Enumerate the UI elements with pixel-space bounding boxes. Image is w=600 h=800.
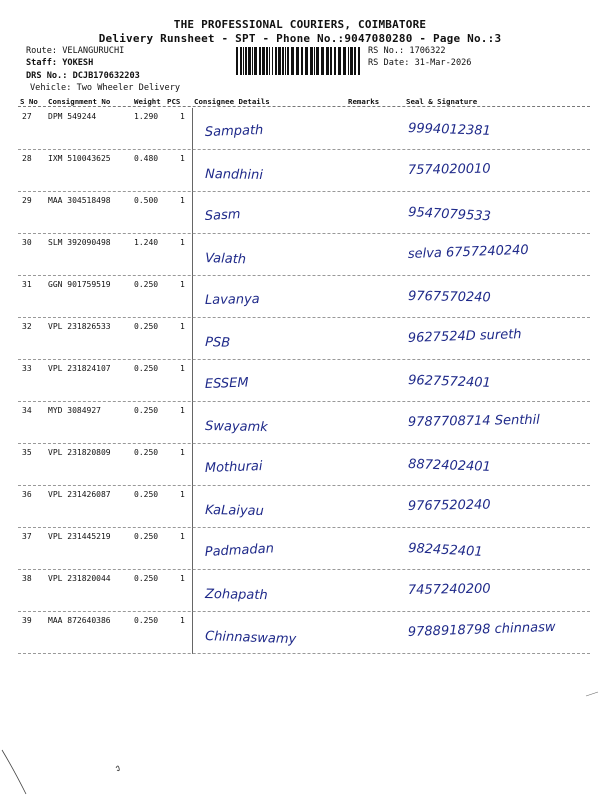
barcode (236, 47, 362, 75)
row-weight: 0.250 (134, 280, 159, 289)
row-sno: 33 (22, 364, 32, 373)
row-sno: 36 (22, 490, 32, 499)
barcode-bar (282, 47, 284, 75)
barcode-bar (269, 47, 270, 75)
row-sno: 38 (22, 574, 32, 583)
receiver-signature: 7574020010 (407, 161, 491, 178)
consignee-signature: Nandhini (204, 167, 264, 184)
consignee-signature: Valath (204, 251, 247, 268)
barcode-bar (245, 47, 247, 75)
barcode-bar (334, 47, 336, 75)
row-sno: 37 (22, 532, 32, 541)
col-consignee: Consignee Details (194, 97, 270, 106)
receiver-signature: selva 6757240240 (407, 242, 529, 262)
consignee-signature: Lavanya (204, 292, 260, 308)
row-consignment-no: VPL 231826533 (48, 322, 111, 331)
table-row (0, 108, 600, 150)
barcode-bar (278, 47, 281, 75)
barcode-bar (326, 47, 329, 75)
table-row (0, 612, 600, 654)
barcode-bar (285, 47, 286, 75)
receiver-signature: 7457240200 (407, 581, 491, 598)
col-remarks: Remarks (348, 97, 380, 106)
scan-marks (0, 690, 600, 800)
barcode-bar (259, 47, 261, 75)
row-sno: 31 (22, 280, 32, 289)
row-weight: 0.250 (134, 490, 159, 499)
row-pcs: 1 (180, 574, 185, 583)
row-weight: 0.480 (134, 154, 159, 163)
barcode-bar (275, 47, 277, 75)
row-consignment-no: MYD 3084927 (48, 406, 101, 415)
col-weight: Weight (134, 97, 161, 106)
table-row (0, 402, 600, 444)
table-row (0, 360, 600, 402)
receiver-signature: 8872402401 (407, 457, 492, 475)
barcode-bar (350, 47, 353, 75)
barcode-bar (321, 47, 324, 75)
barcode-bars (236, 47, 360, 75)
row-consignment-no: VPL 231820809 (48, 448, 111, 457)
receiver-signature: 9627524D sureth (407, 327, 522, 346)
row-pcs: 1 (180, 238, 185, 247)
row-consignment-no: MAA 304518498 (48, 196, 111, 205)
row-pcs: 1 (180, 406, 185, 415)
row-consignment-no: GGN 901759519 (48, 280, 111, 289)
table-row (0, 150, 600, 192)
barcode-bar (248, 47, 251, 75)
receiver-signature: 9547079533 (407, 205, 492, 225)
barcode-bar (338, 47, 341, 75)
barcode-bar (316, 47, 319, 75)
row-weight: 0.250 (134, 322, 159, 331)
row-consignment-no: MAA 872640386 (48, 616, 111, 625)
handwriting (0, 360, 600, 402)
receiver-signature: 9627572401 (407, 373, 492, 391)
barcode-bar (240, 47, 242, 75)
table-row (0, 570, 600, 612)
barcode-bar (296, 47, 299, 75)
consignee-signature: Mothurai (204, 458, 263, 476)
row-consignment-no: SLM 392090498 (48, 238, 111, 247)
handwriting (0, 486, 600, 528)
row-sno: 30 (22, 238, 32, 247)
row-pcs: 1 (180, 448, 185, 457)
handwriting (0, 150, 600, 192)
barcode-bar (236, 47, 238, 75)
row-weight: 0.500 (134, 196, 159, 205)
handwriting (0, 402, 600, 444)
consignee-signature: Swayamk (204, 419, 268, 436)
row-pcs: 1 (180, 364, 185, 373)
header-divider (18, 106, 590, 107)
row-weight: 0.250 (134, 616, 159, 625)
barcode-bar (310, 47, 313, 75)
row-sno: 27 (22, 112, 32, 121)
row-consignment-no: DPM 549244 (48, 112, 97, 121)
col-sno: S No (20, 97, 38, 106)
barcode-bar (272, 47, 273, 75)
row-sno: 34 (22, 406, 32, 415)
col-pcs: PCS (167, 97, 181, 106)
receiver-signature: 9767570240 (407, 289, 491, 306)
row-weight: 0.250 (134, 364, 159, 373)
handwriting (0, 444, 600, 486)
table-row (0, 528, 600, 570)
handwriting (0, 612, 600, 654)
receiver-signature: 9788918798 chinnasw (407, 619, 556, 640)
vehicle-label: Vehicle: Two Wheeler Delivery (30, 83, 181, 93)
consignee-signature: Zohapath (204, 587, 268, 604)
runsheet-subtitle: Delivery Runsheet - SPT - Phone No.:9047080280 - Page No.:3 (98, 32, 502, 45)
row-weight: 0.250 (134, 574, 159, 583)
row-sno: 29 (22, 196, 32, 205)
consignee-signature: ESSEM (204, 375, 249, 392)
receiver-signature: 9767520240 (407, 497, 491, 514)
handwriting (0, 234, 600, 276)
handwriting (0, 108, 600, 150)
row-pcs: 1 (180, 490, 185, 499)
row-pcs: 1 (180, 280, 185, 289)
consignee-signature: PSB (204, 335, 231, 351)
row-consignment-no: VPL 231445219 (48, 532, 111, 541)
handwriting (0, 570, 600, 612)
handwriting (0, 192, 600, 234)
rs-number: RS No.: 1706322 (368, 46, 446, 56)
table-row (0, 276, 600, 318)
barcode-bar (254, 47, 257, 75)
barcode-bar (348, 47, 349, 75)
row-pcs: 1 (180, 322, 185, 331)
barcode-bar (343, 47, 346, 75)
barcode-bar (301, 47, 303, 75)
handwriting (0, 318, 600, 360)
staff-label: Staff: YOKESH (26, 58, 94, 68)
row-consignment-no: VPL 231820044 (48, 574, 111, 583)
table-row (0, 486, 600, 528)
table-row (0, 444, 600, 486)
row-pcs: 1 (180, 532, 185, 541)
col-signature: Seal & Signature (406, 97, 478, 106)
barcode-bar (291, 47, 294, 75)
barcode-bar (354, 47, 356, 75)
row-weight: 0.250 (134, 406, 159, 415)
row-weight: 0.250 (134, 532, 159, 541)
barcode-bar (358, 47, 360, 75)
row-divider (18, 653, 590, 654)
table-row (0, 318, 600, 360)
receiver-signature: 9994012381 (407, 121, 492, 139)
row-consignment-no: VPL 231426087 (48, 490, 111, 499)
row-pcs: 1 (180, 112, 185, 121)
col-consignment: Consignment No (48, 97, 111, 106)
consignee-signature: Sasm (204, 207, 241, 224)
row-weight: 0.250 (134, 448, 159, 457)
row-pcs: 1 (180, 616, 185, 625)
row-weight: 1.240 (134, 238, 159, 247)
drs-number: DRS No.: DCJB170632203 (26, 71, 140, 81)
row-sno: 35 (22, 448, 32, 457)
barcode-bar (314, 47, 315, 75)
row-consignment-no: VPL 231824107 (48, 364, 111, 373)
barcode-bar (305, 47, 308, 75)
row-sno: 39 (22, 616, 32, 625)
consignee-signature: Sampath (204, 122, 264, 140)
row-sno: 28 (22, 154, 32, 163)
consignee-signature: Chinnaswamy (204, 629, 297, 648)
barcode-bar (287, 47, 289, 75)
receiver-signature: 9787708714 Senthil (407, 412, 540, 430)
row-weight: 1.290 (134, 112, 159, 121)
table-row (0, 192, 600, 234)
row-pcs: 1 (180, 154, 185, 163)
route-label: Route: VELANGURUCHI (26, 46, 125, 56)
barcode-bar (262, 47, 265, 75)
barcode-bar (252, 47, 253, 75)
barcode-bar (330, 47, 332, 75)
handwriting (0, 276, 600, 318)
row-sno: 32 (22, 322, 32, 331)
barcode-bar (243, 47, 244, 75)
row-pcs: 1 (180, 196, 185, 205)
receiver-signature: 982452401 (407, 541, 483, 560)
consignee-signature: KaLaiyau (204, 503, 264, 520)
row-consignment-no: IXM 510043625 (48, 154, 111, 163)
table-row (0, 234, 600, 276)
rs-date: RS Date: 31-Mar-2026 (368, 58, 472, 68)
barcode-bar (266, 47, 268, 75)
company-title: THE PROFESSIONAL COURIERS, COIMBATORE (173, 18, 427, 31)
handwriting (0, 528, 600, 570)
consignee-signature: Padmadan (204, 541, 275, 560)
